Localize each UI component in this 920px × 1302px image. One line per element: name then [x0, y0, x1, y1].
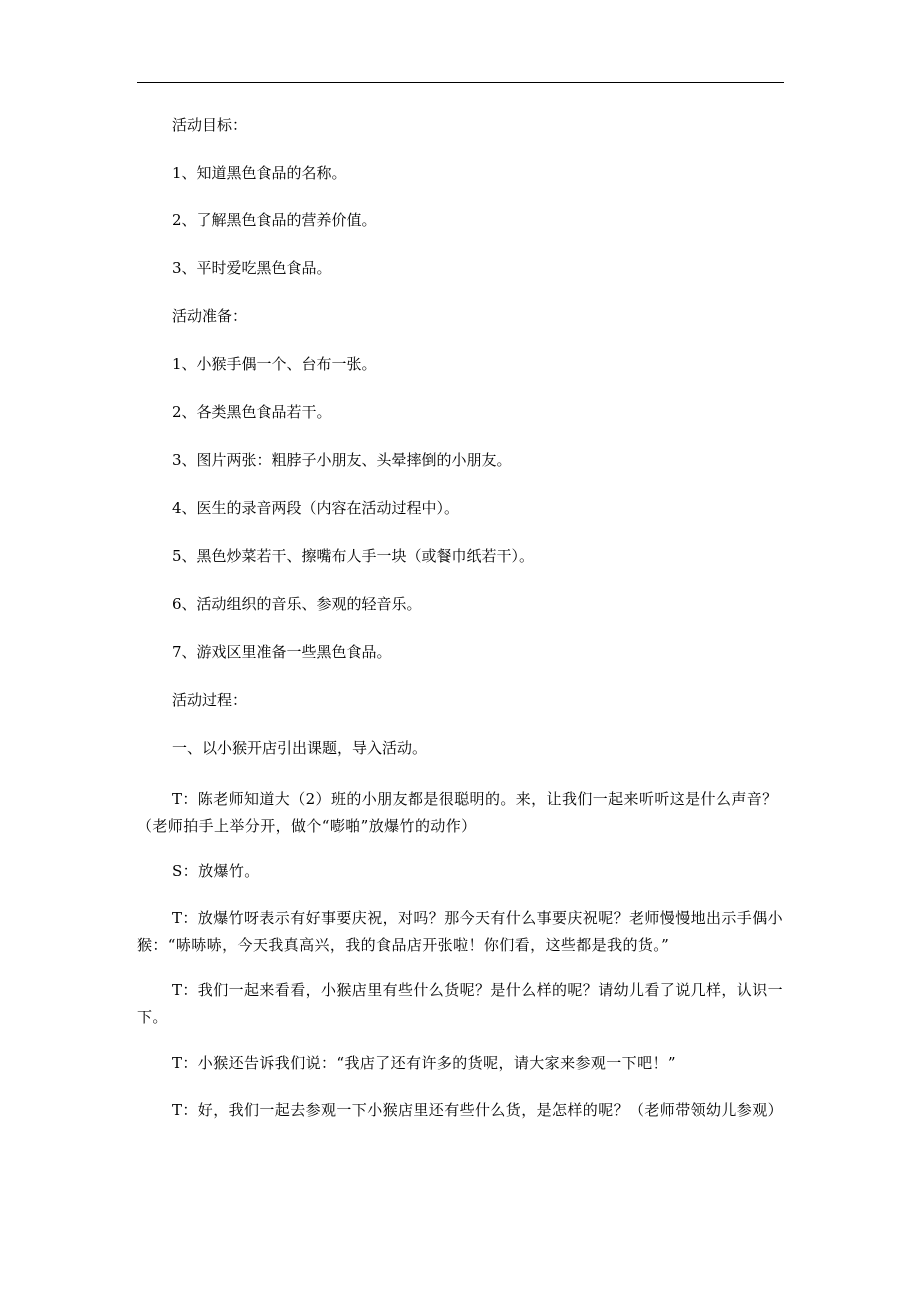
dialogue-paragraph-4: T：我们一起来看看，小猴店里有些什么货呢？是什么样的呢？请幼儿看了说几样，认识一下。 [137, 981, 784, 1026]
prep-item-1: 1、小猴手偶一个、台布一张。 [172, 355, 377, 373]
header-rule [137, 82, 784, 83]
goal-item-2: 2、了解黑色食品的营养价值。 [172, 211, 377, 229]
prep-item-7: 7、游戏区里准备一些黑色食品。 [172, 643, 392, 661]
goal-item-1: 1、知道黑色食品的名称。 [172, 164, 347, 182]
dialogue-paragraph-6: T：好，我们一起去参观一下小猴店里还有些什么货，是怎样的呢？（老师带领幼儿参观） [172, 1101, 784, 1119]
process-step-1: 一、以小猴开店引出课题，导入活动。 [172, 739, 428, 757]
dialogue-paragraph-2: S：放爆竹。 [172, 862, 260, 880]
goals-heading: 活动目标： [172, 116, 248, 134]
dialogue-paragraph-1: T：陈老师知道大（2）班的小朋友都是很聪明的。来，让我们一起来听听这是什么声音？（老师拍手上举分开，做个“嘭啪”放爆竹的动作） [137, 790, 778, 835]
prep-heading: 活动准备： [172, 307, 248, 325]
dialogue-paragraph-3: T：放爆竹呀表示有好事要庆祝，对吗？那今天有什么事要庆祝呢？老师慢慢地出示手偶小猴：“哧哧哧，今天我真高兴，我的食品店开张啦！你们看，这些都是我的货。” [137, 909, 784, 954]
prep-item-5: 5、黑色炒菜若干、擦嘴布人手一块（或餐巾纸若干）。 [172, 547, 535, 565]
prep-item-4: 4、医生的录音两段（内容在活动过程中）。 [172, 499, 460, 517]
prep-item-2: 2、各类黑色食品若干。 [172, 403, 332, 421]
prep-item-3: 3、图片两张：粗脖子小朋友、头晕摔倒的小朋友。 [172, 451, 512, 469]
goal-item-3: 3、平时爱吃黑色食品。 [172, 259, 332, 277]
process-heading: 活动过程： [172, 691, 248, 709]
dialogue-paragraph-5: T：小猴还告诉我们说：“我店了还有许多的货呢，请大家来参观一下吧！” [172, 1054, 676, 1072]
prep-item-6: 6、活动组织的音乐、参观的轻音乐。 [172, 595, 422, 613]
